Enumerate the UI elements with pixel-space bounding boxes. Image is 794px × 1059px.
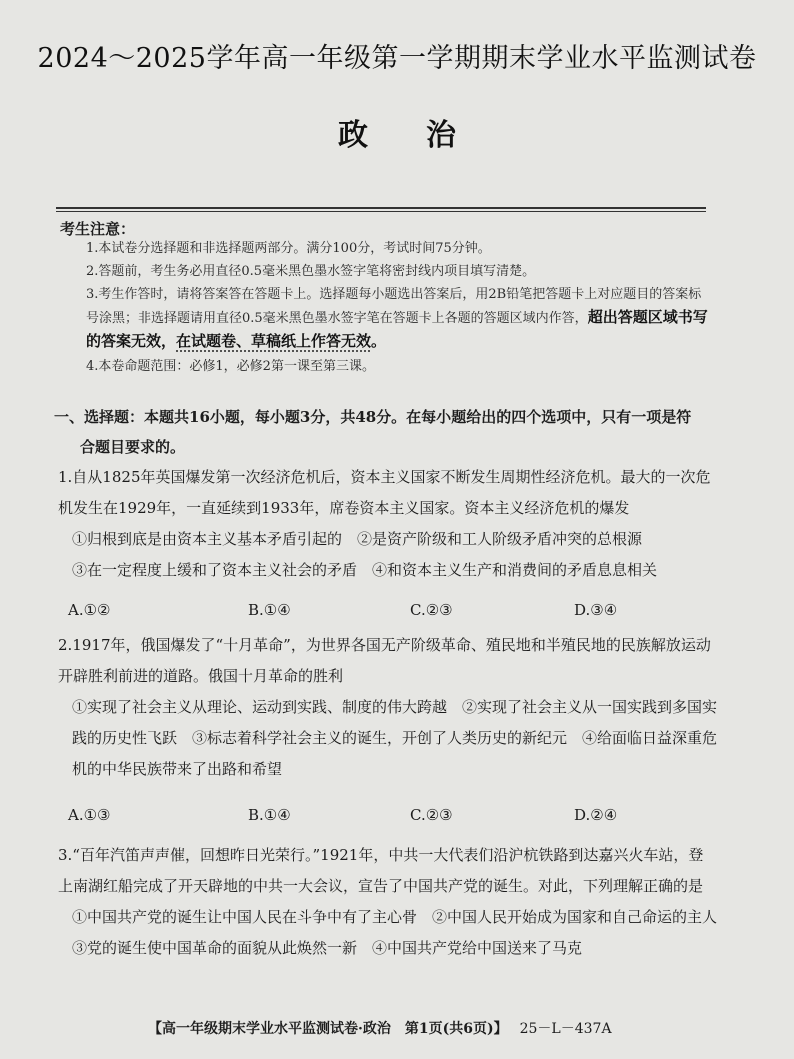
notice-separator: ， xyxy=(161,332,177,350)
question-1-stem: 1.自从1825年英国爆发第一次经济危机后，资本主义国家不断发生周期性经济危机。最大的一次危机发生在1929年，一直延续到1933年，席卷资本主义国家。资本主义经济危机的爆发 xyxy=(58,468,711,517)
question-3-stem: 3.“百年汽笛声声催，回想昨日光荣行。”1921年，中共一大代表们沿沪杭铁路到达嘉兴火车站，登上南湖红船完成了开天辟地的中共一大会议，宣告了中国共产党的诞生。对此，下列理解正确的是 xyxy=(58,846,704,895)
option-c[interactable]: C.②③ xyxy=(410,601,453,619)
section-heading-line-2: 合题目要求的。 xyxy=(80,438,186,456)
option-a[interactable]: A.①③ xyxy=(68,806,111,824)
section-heading-line-1: 一、选择题：本题共16小题，每小题3分，共48分。在每小题给出的四个选项中，只有一项是符 xyxy=(54,408,692,426)
notice-heading: 考生注意： xyxy=(60,220,136,238)
question-2 xyxy=(58,630,718,785)
question-1-options xyxy=(68,601,688,631)
header-divider xyxy=(56,207,706,209)
option-b[interactable]: B.①④ xyxy=(248,601,291,619)
option-d[interactable]: D.②④ xyxy=(574,806,618,824)
option-c[interactable]: C.②③ xyxy=(410,806,453,824)
question-1-statement-1: ①归根到底是由资本主义基本矛盾引起的 ②是资产阶级和工人阶级矛盾冲突的总根源 xyxy=(72,530,643,548)
notice-item-4: 4.本卷命题范围：必修1，必修2第一课至第三课。 xyxy=(86,359,375,374)
notice-item-2: 2.答题前，考生务必用直径0.5毫米黑色墨水签字笔将密封线内项目填写清楚。 xyxy=(86,264,536,279)
question-3 xyxy=(58,840,733,964)
header-divider-thin xyxy=(56,211,706,212)
paper-code: 25－L－437A xyxy=(519,1021,612,1037)
notice-item-3 xyxy=(86,283,714,354)
notice-item-3-text: 3.考生作答时，请将答案答在答题卡上。选择题每小题选出答案后，用2B铅笔把答题卡上对应题目的答案标号涂黑；非选择题请用直径0.5毫米黑色墨水签字笔在答题卡上各题的答题区域内作答， xyxy=(86,287,702,326)
footer-text: 【高一年级期末学业水平监测试卷·政治 第1页(共6页)】 xyxy=(148,1021,508,1037)
notice-emphasis-1: 超出答题区域书写的答案无效 xyxy=(86,308,708,350)
option-d[interactable]: D.③④ xyxy=(574,601,618,619)
question-1-statement-2: ③在一定程度上缓和了资本主义社会的矛盾 ④和资本主义生产和消费间的矛盾息息相关 xyxy=(72,561,658,579)
notice-item-1: 1.本试卷分选择题和非选择题两部分。满分100分，考试时间75分钟。 xyxy=(86,241,491,256)
exam-title: 2024～2025学年高一年级第一学期期末学业水平监测试卷 xyxy=(37,43,757,74)
question-1 xyxy=(58,462,718,586)
subject-title: 政治 xyxy=(338,118,514,153)
page-footer xyxy=(148,1018,768,1038)
option-a[interactable]: A.①② xyxy=(68,601,111,619)
section-heading xyxy=(54,402,724,462)
question-2-options xyxy=(68,806,688,836)
option-b[interactable]: B.①④ xyxy=(248,806,291,824)
notice-emphasis-2: 在试题卷、草稿纸上作答无效 xyxy=(176,332,372,350)
question-3-statements: ①中国共产党的诞生让中国人民在斗争中有了主心骨 ②中国人民开始成为国家和自己命运的主人 ③党的诞生使中国革命的面貌从此焕然一新 ④中国共产党给中国送来了马克 xyxy=(72,908,733,957)
question-2-stem: 2.1917年，俄国爆发了“十月革命”，为世界各国无产阶级革命、殖民地和半殖民地的民族解放运动开辟胜利前进的道路。俄国十月革命的胜利 xyxy=(58,636,711,685)
notice-end: 。 xyxy=(371,332,387,350)
question-2-statements: ①实现了社会主义从理论、运动到实践、制度的伟大跨越 ②实现了社会主义从一国实践到多国实践的历史性飞跃 ③标志着科学社会主义的诞生，开创了人类历史的新纪元 ④给面临日益深重危机的中华民族带来了出路和希望 xyxy=(72,698,718,778)
